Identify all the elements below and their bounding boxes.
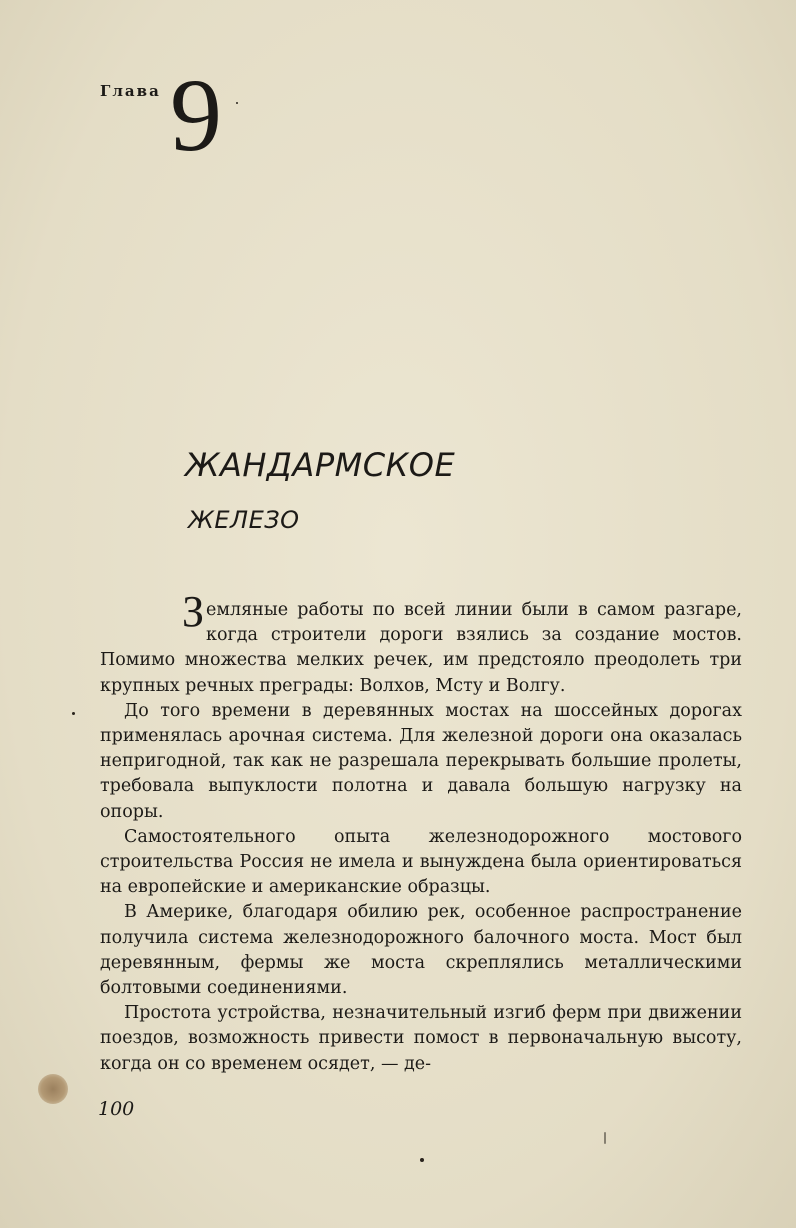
ink-speck — [420, 1158, 424, 1162]
paragraph-1 — [100, 587, 742, 699]
paragraph-5: Простота устройства, незначительный изгиб ферм при движении поездов, возможность привести помост в первоначальную высоту, когда он со временем осядет, — де- — [100, 1003, 742, 1074]
drop-cap: З — [182, 587, 205, 636]
ink-speck — [604, 1132, 606, 1144]
paragraph-4: В Америке, благодаря обилию рек, особенное распространение получила система железнодорожного балочного моста. Мост был деревянным, фермы же моста скреплялись металлическими болтовыми соединениями. — [100, 902, 742, 999]
paragraph-3: Самостоятельного опыта железнодорожного мостового строительства Россия не имела и вынуждена была ориентироваться на европейские и американские образцы. — [100, 826, 742, 898]
paragraph-2: До того времени в деревянных мостах на шоссейных дорогах применялась арочная система. Для железной дороги она оказалась непригодной, так как не разрешала перекрывать большие пролеты, требовала выпуклости полотна и давала большую нагрузку на опоры. — [100, 700, 742, 822]
paper-stain — [38, 1074, 68, 1104]
chapter-title-line1: ЖАНДАРМСКОЕ — [185, 446, 456, 484]
chapter-title-line2: ЖЕЛЕЗО — [188, 506, 300, 534]
chapter-number: 9 — [170, 58, 222, 173]
ink-speck — [236, 102, 238, 104]
chapter-label: Глава — [100, 82, 161, 100]
ink-speck — [72, 712, 75, 715]
paragraph-1-text: емляные работы по всей линии были в самом разгаре, когда строители дороги взялись за создание мостов. Помимо множества мелких речек, им предстояло преодолеть три крупных речных преграды: Волхов, Мсту и Волгу. — [100, 600, 742, 696]
page-number: 100 — [98, 1098, 135, 1120]
chapter-body — [100, 587, 742, 1077]
